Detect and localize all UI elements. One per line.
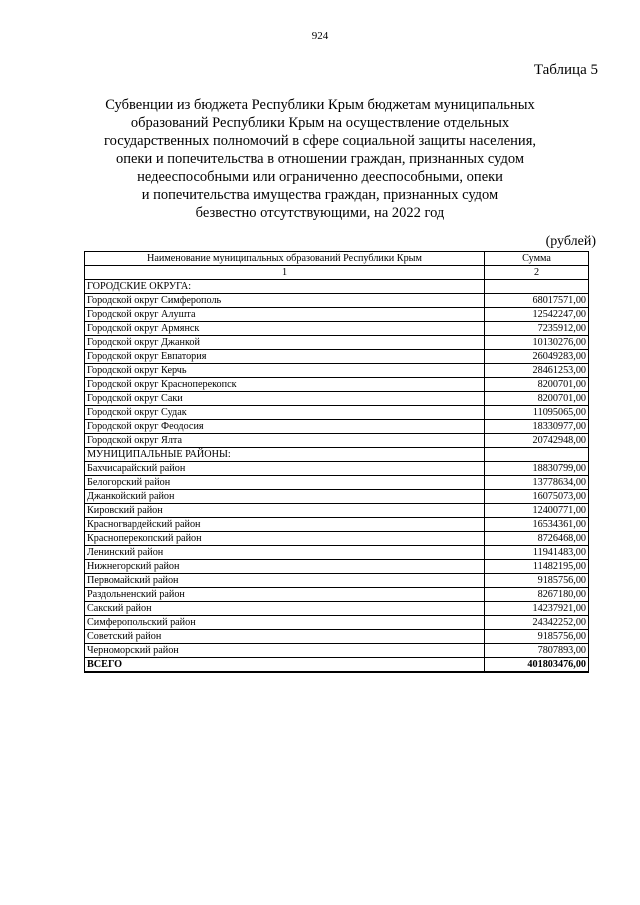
table-row bbox=[85, 546, 589, 560]
municipality-name: Симферопольский район bbox=[85, 616, 485, 630]
subvention-sum: 14237921,00 bbox=[485, 602, 589, 616]
title-line: Субвенции из бюджета Республики Крым бюджетам муниципальных bbox=[105, 97, 535, 113]
municipality-name: Черноморский район bbox=[85, 644, 485, 658]
subvention-sum: 11482195,00 bbox=[485, 560, 589, 574]
municipality-name: Раздольненский район bbox=[85, 588, 485, 602]
table-row bbox=[85, 616, 589, 630]
municipality-name: Городской округ Евпатория bbox=[85, 350, 485, 364]
municipality-name: Джанкойский район bbox=[85, 490, 485, 504]
subvention-sum: 8267180,00 bbox=[485, 588, 589, 602]
municipality-name: Городской округ Судак bbox=[85, 406, 485, 420]
section-header-row bbox=[85, 448, 589, 462]
subvention-sum: 11095065,00 bbox=[485, 406, 589, 420]
municipality-name: Бахчисарайский район bbox=[85, 462, 485, 476]
document-title bbox=[100, 96, 540, 222]
subvention-sum: 16534361,00 bbox=[485, 518, 589, 532]
municipality-name: Ленинский район bbox=[85, 546, 485, 560]
table-row bbox=[85, 434, 589, 448]
municipality-name: Городской округ Красноперекопск bbox=[85, 378, 485, 392]
table-row bbox=[85, 462, 589, 476]
column-number-row bbox=[85, 266, 589, 280]
table-row bbox=[85, 406, 589, 420]
municipality-name: Белогорский район bbox=[85, 476, 485, 490]
table-row bbox=[85, 588, 589, 602]
subvention-table bbox=[84, 251, 589, 673]
table-row bbox=[85, 476, 589, 490]
municipality-name: Городской округ Армянск bbox=[85, 322, 485, 336]
municipality-name: Городской округ Саки bbox=[85, 392, 485, 406]
table-header-row bbox=[85, 252, 589, 266]
title-line: безвестно отсутствующими, на 2022 год bbox=[195, 205, 445, 221]
table-row bbox=[85, 504, 589, 518]
municipality-name: Первомайский район bbox=[85, 574, 485, 588]
column-header-name: Наименование муниципальных образований Республики Крым bbox=[85, 252, 485, 266]
table-label: Таблица 5 bbox=[533, 62, 598, 78]
table-row bbox=[85, 490, 589, 504]
section-sum-empty bbox=[485, 280, 589, 294]
subvention-sum: 26049283,00 bbox=[485, 350, 589, 364]
table-row bbox=[85, 378, 589, 392]
subvention-sum: 9185756,00 bbox=[485, 574, 589, 588]
column-number-sum: 2 bbox=[485, 266, 589, 280]
section-label: ГОРОДСКИЕ ОКРУГА: bbox=[85, 280, 485, 294]
municipality-name: Сакский район bbox=[85, 602, 485, 616]
subvention-sum: 18330977,00 bbox=[485, 420, 589, 434]
subvention-sum: 11941483,00 bbox=[485, 546, 589, 560]
subvention-sum: 7235912,00 bbox=[485, 322, 589, 336]
section-header-row bbox=[85, 280, 589, 294]
municipality-name: Городской округ Ялта bbox=[85, 434, 485, 448]
title-line: образований Республики Крым на осуществление отдельных bbox=[130, 115, 510, 131]
table-row bbox=[85, 322, 589, 336]
title-line: и попечительства имущества граждан, признанных судом bbox=[141, 187, 499, 203]
subvention-sum: 16075073,00 bbox=[485, 490, 589, 504]
subvention-sum: 10130276,00 bbox=[485, 336, 589, 350]
table-row bbox=[85, 560, 589, 574]
subvention-sum: 24342252,00 bbox=[485, 616, 589, 630]
total-sum: 401803476,00 bbox=[485, 658, 589, 673]
column-number-name: 1 bbox=[85, 266, 485, 280]
section-sum-empty bbox=[485, 448, 589, 462]
subvention-sum: 9185756,00 bbox=[485, 630, 589, 644]
table-row bbox=[85, 518, 589, 532]
title-line: государственных полномочий в сфере социальной защиты населения, bbox=[104, 133, 536, 149]
municipality-name: Городской округ Феодосия bbox=[85, 420, 485, 434]
table-row bbox=[85, 336, 589, 350]
subvention-sum: 68017571,00 bbox=[485, 294, 589, 308]
municipality-name: Городской округ Симферополь bbox=[85, 294, 485, 308]
table-row bbox=[85, 392, 589, 406]
title-line: опеки и попечительства в отношении граждан, признанных судом bbox=[115, 151, 525, 167]
subvention-sum: 8726468,00 bbox=[485, 532, 589, 546]
subvention-sum: 13778634,00 bbox=[485, 476, 589, 490]
subvention-sum: 20742948,00 bbox=[485, 434, 589, 448]
column-header-sum: Сумма bbox=[485, 252, 589, 266]
table-row bbox=[85, 644, 589, 658]
subvention-sum: 28461253,00 bbox=[485, 364, 589, 378]
subvention-sum: 8200701,00 bbox=[485, 378, 589, 392]
municipality-name: Советский район bbox=[85, 630, 485, 644]
table-row bbox=[85, 294, 589, 308]
table-row bbox=[85, 350, 589, 364]
table-row bbox=[85, 630, 589, 644]
subvention-sum: 12400771,00 bbox=[485, 504, 589, 518]
municipality-name: Городской округ Алушта bbox=[85, 308, 485, 322]
municipality-name: Городской округ Джанкой bbox=[85, 336, 485, 350]
subvention-sum: 12542247,00 bbox=[485, 308, 589, 322]
municipality-name: Кировский район bbox=[85, 504, 485, 518]
municipality-name: Красногвардейский район bbox=[85, 518, 485, 532]
subvention-sum: 8200701,00 bbox=[485, 392, 589, 406]
table-row bbox=[85, 308, 589, 322]
page-number: 924 bbox=[311, 30, 329, 42]
title-line: недееспособными или ограниченно дееспособными, опеки bbox=[137, 169, 503, 185]
table-row bbox=[85, 532, 589, 546]
municipality-name: Городской округ Керчь bbox=[85, 364, 485, 378]
currency-unit: (рублей) bbox=[545, 234, 596, 249]
subvention-sum: 18830799,00 bbox=[485, 462, 589, 476]
municipality-name: Красноперекопский район bbox=[85, 532, 485, 546]
total-label: ВСЕГО bbox=[85, 658, 485, 673]
table-row bbox=[85, 364, 589, 378]
table-row bbox=[85, 574, 589, 588]
table-row bbox=[85, 420, 589, 434]
total-row bbox=[85, 658, 589, 673]
table-body bbox=[85, 280, 589, 658]
municipality-name: Нижнегорский район bbox=[85, 560, 485, 574]
section-label: МУНИЦИПАЛЬНЫЕ РАЙОНЫ: bbox=[85, 448, 485, 462]
table-row bbox=[85, 602, 589, 616]
subvention-sum: 7807893,00 bbox=[485, 644, 589, 658]
